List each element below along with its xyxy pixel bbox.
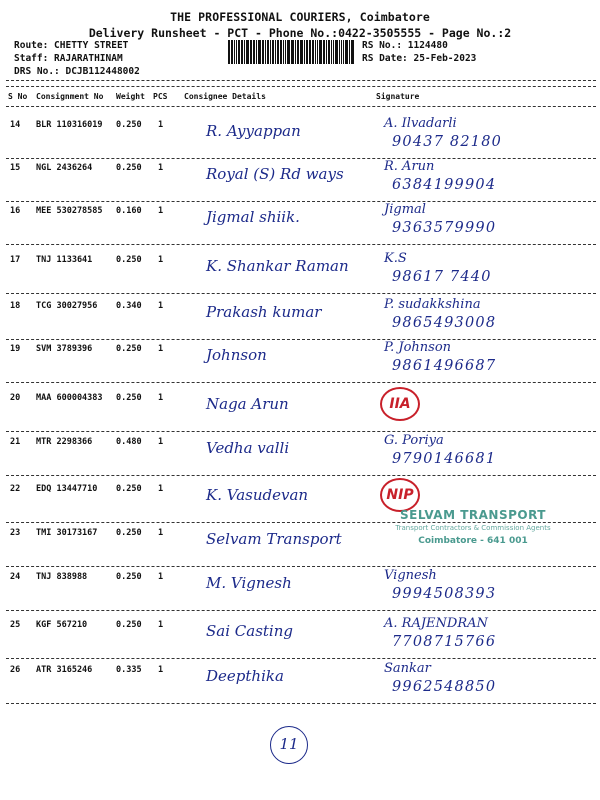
- barcode-bar: [291, 40, 294, 64]
- row-divider: [6, 382, 596, 383]
- row-divider: [6, 475, 596, 476]
- staff-label: Staff: RAJARATHINAM: [14, 53, 123, 64]
- row-sno: 25: [10, 620, 21, 630]
- barcode-bar: [349, 40, 350, 64]
- barcode-bar: [272, 40, 274, 64]
- row-pcs: 1: [158, 301, 164, 311]
- stamp-city: Coimbatore - 641 001: [418, 536, 528, 546]
- barcode-bar: [345, 40, 348, 64]
- barcode-bar: [328, 40, 330, 64]
- col-weight: Weight: [116, 92, 145, 101]
- row-consignment-no: MTR 2298366: [36, 437, 93, 447]
- row-consignee-name: Royal (S) Rd ways: [206, 165, 344, 183]
- row-divider: [6, 293, 596, 294]
- barcode-bar: [265, 40, 266, 64]
- barcode-bar: [295, 40, 296, 64]
- row-phone: 9865493008: [392, 315, 497, 331]
- barcode-bar: [333, 40, 334, 64]
- page-mark: 11: [270, 726, 308, 764]
- row-weight: 0.480: [116, 437, 142, 447]
- row-weight: 0.250: [116, 255, 142, 265]
- row-divider: [6, 244, 596, 245]
- row-pcs: 1: [158, 255, 164, 265]
- row-consignee-name: M. Vignesh: [206, 574, 292, 592]
- row-consignment-no: TNJ 1133641: [36, 255, 93, 265]
- row-pcs: 1: [158, 572, 164, 582]
- row-weight: 0.250: [116, 344, 142, 354]
- barcode-bar: [267, 40, 269, 64]
- col-consignment: Consignment No: [36, 92, 104, 101]
- row-consignee-name: Sai Casting: [206, 622, 293, 640]
- barcode-bar: [253, 40, 255, 64]
- row-signature: R. Arun: [384, 159, 435, 174]
- row-weight: 0.250: [116, 620, 142, 630]
- row-weight: 0.340: [116, 301, 142, 311]
- row-phone: 98617 7440: [392, 269, 492, 285]
- row-consignee-name: Jigmal shiik.: [206, 208, 300, 226]
- row-phone: 9790146681: [392, 451, 497, 467]
- row-consignee-name: R. Ayyappan: [206, 122, 301, 140]
- row-phone: 9962548850: [392, 679, 497, 695]
- row-weight: 0.250: [116, 528, 142, 538]
- row-signature: A. RAJENDRAN: [384, 616, 488, 631]
- row-signature: Jigmal: [384, 202, 426, 217]
- stamp-company-name: SELVAM TRANSPORT: [400, 508, 546, 522]
- row-divider: [6, 703, 596, 704]
- row-phone: 9363579990: [392, 220, 497, 236]
- row-pcs: 1: [158, 206, 164, 216]
- row-weight: 0.250: [116, 572, 142, 582]
- stamp-subline: Transport Contractors & Commission Agents: [395, 524, 551, 532]
- row-signature: Vignesh: [384, 568, 437, 583]
- row-signature: P. sudakkshina: [384, 297, 481, 312]
- rs-date: RS Date: 25-Feb-2023: [362, 53, 477, 64]
- row-phone: 6384199904: [392, 177, 497, 193]
- row-phone: 9861496687: [392, 358, 497, 374]
- barcode-bar: [319, 40, 322, 64]
- barcode-bar: [238, 40, 240, 64]
- row-pcs: 1: [158, 344, 164, 354]
- row-consignment-no: KGF 567210: [36, 620, 88, 630]
- row-divider: [6, 201, 596, 202]
- barcode-bar: [277, 40, 279, 64]
- row-sno: 22: [10, 484, 21, 494]
- row-consignee-name: Prakash kumar: [206, 303, 322, 321]
- divider: [6, 106, 596, 107]
- barcode-bar: [241, 40, 243, 64]
- barcode-bar: [331, 40, 332, 64]
- row-phone: 9994508393: [392, 586, 497, 602]
- barcode-bar: [312, 40, 314, 64]
- row-signature: G. Poriya: [384, 433, 444, 448]
- row-divider: [6, 658, 596, 659]
- row-divider: [6, 431, 596, 432]
- row-sno: 18: [10, 301, 21, 311]
- row-consignee-name: Vedha valli: [206, 439, 290, 457]
- barcode-bar: [250, 40, 252, 64]
- barcode-bar: [297, 40, 299, 64]
- barcode-bar: [280, 40, 282, 64]
- divider: [6, 80, 596, 81]
- barcode-bar: [343, 40, 344, 64]
- barcode-bar: [283, 40, 284, 64]
- barcode-bar: [304, 40, 305, 64]
- row-sno: 26: [10, 665, 21, 675]
- row-weight: 0.335: [116, 665, 142, 675]
- barcode-bar: [231, 40, 233, 64]
- row-sno: 16: [10, 206, 21, 216]
- barcode-bar: [309, 40, 311, 64]
- barcode-bar: [351, 40, 354, 64]
- rs-number: RS No.: 1124480: [362, 40, 448, 51]
- barcode-bar: [275, 40, 276, 64]
- row-weight: 0.250: [116, 393, 142, 403]
- row-consignment-no: EDQ 13447710: [36, 484, 98, 494]
- barcode-bar: [315, 40, 316, 64]
- barcode-bar: [256, 40, 257, 64]
- row-signature: K.S: [384, 251, 407, 266]
- barcode-bar: [285, 40, 286, 64]
- row-sno: 19: [10, 344, 21, 354]
- row-status-stamp: IIA: [380, 387, 420, 421]
- row-weight: 0.160: [116, 206, 142, 216]
- row-divider: [6, 610, 596, 611]
- barcode-bar: [244, 40, 245, 64]
- row-sno: 14: [10, 120, 21, 130]
- row-signature: P. Johnson: [384, 340, 452, 355]
- barcode-bar: [335, 40, 338, 64]
- row-pcs: 1: [158, 665, 164, 675]
- route-label: Route: CHETTY STREET: [14, 40, 129, 51]
- row-sno: 17: [10, 255, 21, 265]
- barcode-bar: [317, 40, 318, 64]
- row-pcs: 1: [158, 528, 164, 538]
- barcode-bar: [258, 40, 261, 64]
- row-sno: 23: [10, 528, 21, 538]
- col-consignee-details: Consignee Details: [184, 92, 266, 101]
- row-consignment-no: TNJ 838988: [36, 572, 88, 582]
- row-consignment-no: TCG 30027956: [36, 301, 98, 311]
- row-signature: Sankar: [384, 661, 431, 676]
- row-consignment-no: SVM 3789396: [36, 344, 93, 354]
- row-phone: 90437 82180: [392, 134, 503, 150]
- row-consignment-no: MAA 600004383: [36, 393, 103, 403]
- row-consignee-name: Johnson: [206, 346, 267, 364]
- barcode-bar: [341, 40, 342, 64]
- row-phone: 7708715766: [392, 634, 497, 650]
- row-pcs: 1: [158, 484, 164, 494]
- row-pcs: 1: [158, 163, 164, 173]
- row-consignment-no: MEE 530278585: [36, 206, 103, 216]
- row-consignment-no: BLR 110316019: [36, 120, 103, 130]
- row-sno: 24: [10, 572, 21, 582]
- barcode-bar: [228, 40, 230, 64]
- row-pcs: 1: [158, 437, 164, 447]
- row-consignee-name: Deepthika: [206, 667, 284, 685]
- barcode-bar: [326, 40, 327, 64]
- row-divider: [6, 339, 596, 340]
- row-weight: 0.250: [116, 120, 142, 130]
- row-pcs: 1: [158, 120, 164, 130]
- barcode-bar: [236, 40, 237, 64]
- company-stamp: [366, 508, 580, 584]
- row-signature: A. Ilvadarli: [384, 116, 457, 131]
- row-consignee-name: Naga Arun: [206, 395, 289, 413]
- barcode-bar: [270, 40, 271, 64]
- barcode-bar: [262, 40, 264, 64]
- barcode-bar: [306, 40, 308, 64]
- row-consignment-no: NGL 2436264: [36, 163, 93, 173]
- barcode: [228, 40, 354, 64]
- row-consignee-name: Selvam Transport: [206, 530, 342, 548]
- row-pcs: 1: [158, 620, 164, 630]
- col-sno: S No: [8, 92, 28, 101]
- row-divider: [6, 158, 596, 159]
- row-sno: 20: [10, 393, 21, 403]
- row-weight: 0.250: [116, 484, 142, 494]
- company-title: THE PROFESSIONAL COURIERS, Coimbatore: [170, 10, 430, 24]
- barcode-bar: [234, 40, 235, 64]
- row-status-stamp: NIP: [380, 478, 420, 512]
- barcode-bar: [300, 40, 303, 64]
- drs-label: DRS No.: DCJB112448002: [14, 66, 140, 77]
- row-sno: 21: [10, 437, 21, 447]
- runsheet-subtitle: Delivery Runsheet - PCT - Phone No.:0422-3505555 - Page No.:2: [88, 26, 512, 40]
- barcode-bar: [339, 40, 340, 64]
- row-consignment-no: TMI 30173167: [36, 528, 98, 538]
- row-consignee-name: K. Shankar Raman: [206, 257, 349, 275]
- divider: [6, 86, 596, 87]
- col-signature: Signature: [376, 92, 420, 101]
- col-pcs: PCS: [153, 92, 168, 101]
- row-consignee-name: K. Vasudevan: [206, 486, 309, 504]
- barcode-bar: [323, 40, 325, 64]
- barcode-bar: [287, 40, 290, 64]
- row-sno: 15: [10, 163, 21, 173]
- row-consignment-no: ATR 3165246: [36, 665, 93, 675]
- row-weight: 0.250: [116, 163, 142, 173]
- barcode-bar: [246, 40, 249, 64]
- row-pcs: 1: [158, 393, 164, 403]
